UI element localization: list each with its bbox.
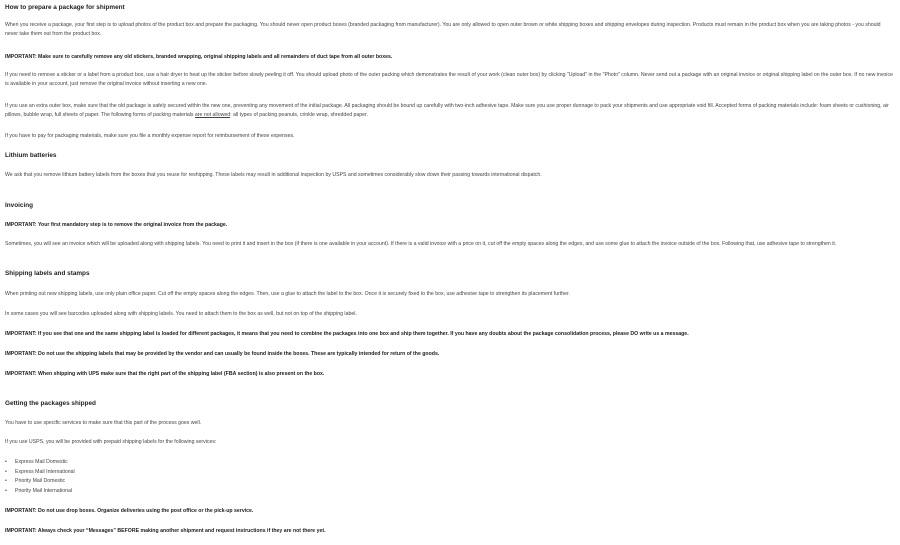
labels-important-consolidation: IMPORTANT: If you see that one and the same shipping label is loaded for different packages, it means that you need to combine the packages into one box and ship them together. If you have any doubts about the package consolidation process, please DO write us a message. — [5, 331, 689, 337]
prepare-paragraph-packaging — [5, 102, 893, 120]
bullet-icon: • — [5, 459, 7, 465]
list-item — [5, 477, 893, 487]
bullet-icon: • — [5, 478, 7, 484]
service-label: Priority Mail Domestic — [15, 478, 66, 484]
not-allowed-underlined: are not allowed — [194, 112, 231, 118]
list-item — [5, 487, 893, 497]
bullet-icon: • — [5, 468, 7, 475]
lithium-heading: Lithium batteries — [5, 152, 57, 159]
usps-services-list — [5, 458, 893, 496]
shipped-heading: Getting the packages shipped — [5, 400, 96, 407]
shipped-important-messages: IMPORTANT: Always check your “Messages” BEFORE making another shipment and request instructions if they are not there yet. — [5, 528, 326, 534]
invoicing-important: IMPORTANT: Your first mandatory step is to remove the original invoice from the package. — [5, 222, 228, 228]
service-label: Express Mail International — [15, 468, 75, 475]
prepare-paragraph-photos: When you receive a package, your first step is to upload photos of the product box and prepare the packaging. You should never open product boxes (branded packaging from manufacturer). You are only allowed to open outer brown or white shipping boxes and shipping envelopes during inspection. Products must remain in the product box when you are taking photos - you should never take them out from the product box. — [5, 22, 881, 37]
labels-paragraph-printing: When printing out new shipping labels, use only plain office paper. Cut off the empty spaces along the edges. Then, use a glue to attach the label to the box. Once it is securely fixed to the box, use adhesive tape to strengthen its placement further. — [5, 291, 570, 297]
invoicing-heading: Invoicing — [5, 202, 34, 209]
shipped-important-dropboxes: IMPORTANT: Do not use drop boxes. Organize deliveries using the post office or the pick-up service. — [5, 508, 254, 514]
prepare-heading: How to prepare a package for shipment — [5, 4, 125, 11]
labels-heading: Shipping labels and stamps — [5, 270, 90, 277]
service-label: Priority Mail International — [15, 487, 73, 494]
prepare-important-stickers: IMPORTANT: Make sure to carefully remove any old stickers, branded wrapping, original shipping labels and all remainders of duct tape from all outer boxes. — [5, 54, 393, 60]
packaging-text-after: : all types of packing peanuts, crinkle wrap, shredded paper. — [230, 112, 368, 118]
lithium-paragraph: We ask that you remove lithium battery labels from the boxes that you reuse for reshipping. These labels may result in additional inspection by USPS and sometimes considerably slow down their passing towards international dispatch. — [5, 172, 542, 178]
prepare-paragraph-expenses: If you have to pay for packaging materials, make sure you file a monthly expense report for reimbursement of these expenses. — [5, 133, 295, 139]
shipped-paragraph-usps: If you use USPS, you will be provided with prepaid shipping labels for the following services: — [5, 439, 217, 445]
prepare-paragraph-labels: If you need to remove a sticker or a label from a product box, use a hair dryer to heat up the sticker before slowly peeling it off. You should upload photo of the outer packing which demonstrates the result of your work (clean outer box) by clicking "Upload" in the "Photo" column. Never send out a package with an original invoice or original shipping label on the outer box. If no new invoice is available in your account, just remove the original invoice without inserting a new one. — [5, 72, 893, 87]
labels-important-ups: IMPORTANT: When shipping with UPS make sure that the right part of the shipping label (FBA section) is also present on the box. — [5, 371, 325, 377]
packaging-text-before: If you use an extra outer box, make sure that the old package is safely secured within the new one, preventing any movement of the initial package. All packaging should be bound up carefully with two-inch adhesive tape. Make sure you use proper dunnage to pack your shipments and use appropriate void fill. Accepted forms of packing materials include: foam sheets or cushioning, air pillows, bubble wrap, full sheets of paper. The following forms of packing materials — [5, 103, 889, 118]
list-item — [5, 458, 893, 468]
labels-important-vendor: IMPORTANT: Do not use the shipping labels that may be provided by the vendor and can usually be found inside the boxes. These are typically intended for return of the goods. — [5, 351, 440, 357]
service-label: Express Mail Domestic — [15, 459, 68, 465]
invoicing-paragraph: Sometimes, you will see an invoice which will be uploaded along with shipping labels. You need to print it and insert in the box (if there is one available in your account). If there is a valid invoice with a price on it, cut off the empty spaces along the edges, and use some glue to attach the invoice outside of the box. Following that, use adhesive tape to strengthen it. — [5, 241, 837, 247]
labels-paragraph-barcodes: In some cases you will see barcodes uploaded along with shipping labels. You need to attach them to the box as well, but not on top of the shipping label. — [5, 311, 357, 317]
bullet-icon: • — [5, 487, 7, 494]
list-item — [5, 468, 893, 478]
shipped-paragraph-services: You have to use specific services to make sure that this part of the process goes well. — [5, 420, 202, 426]
